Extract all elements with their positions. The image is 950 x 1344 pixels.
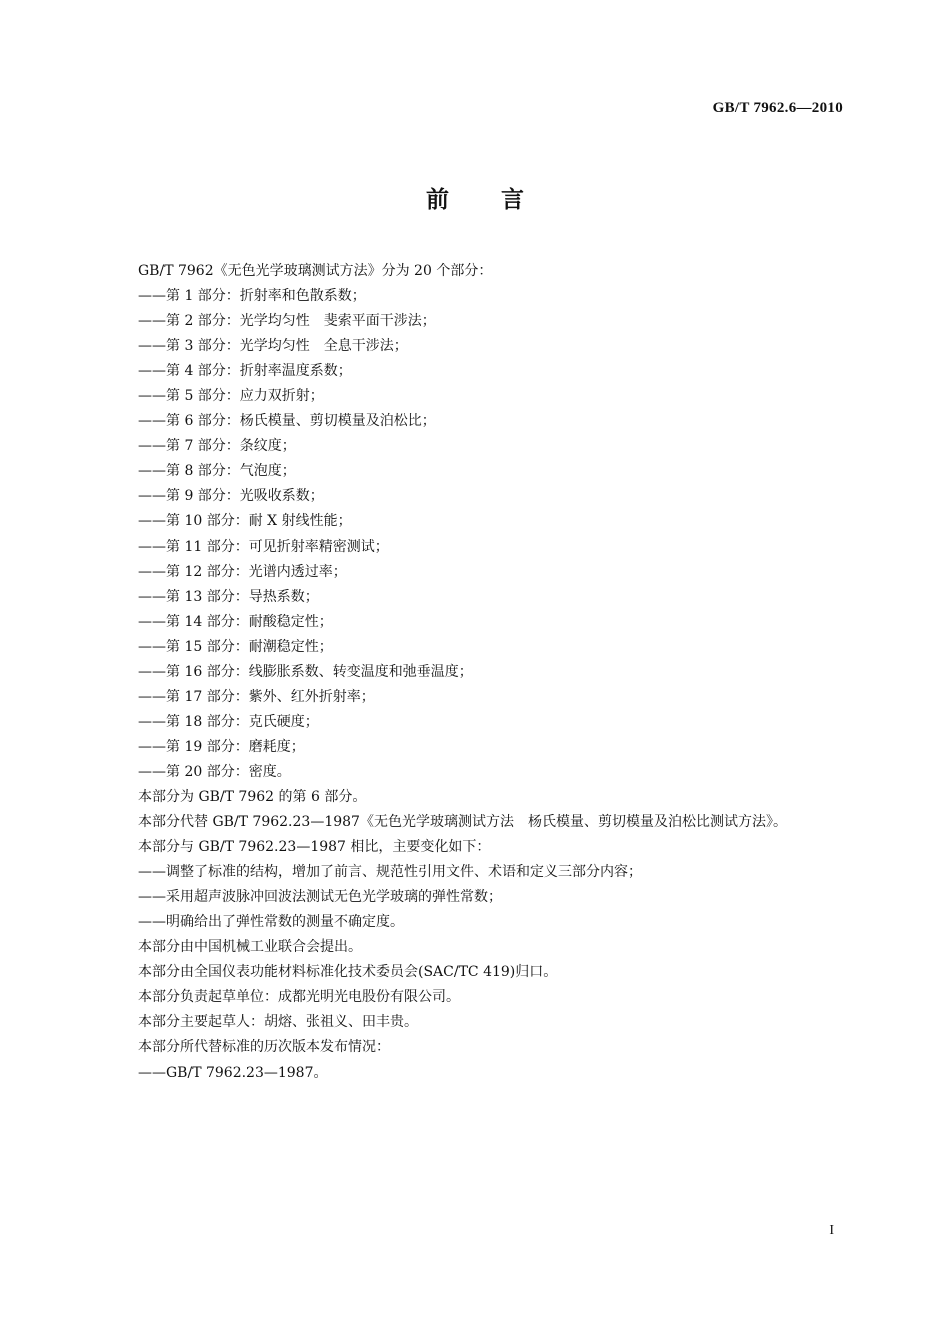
list-item: ——第 11 部分：可见折射率精密测试； — [138, 538, 389, 555]
comparison-intro-paragraph: 本部分与 GB/T 7962.23—1987 相比，主要变化如下： — [138, 839, 491, 856]
list-item: ——第 12 部分：光谱内透过率； — [138, 563, 347, 580]
list-item: ——采用超声波脉冲回波法测试无色光学玻璃的弹性常数； — [138, 889, 502, 906]
this-part-paragraph: 本部分为 GB/T 7962 的第 6 部分。 — [138, 788, 367, 805]
history-list — [108, 1061, 844, 1086]
list-item: ——明确给出了弹性常数的测量不确定度。 — [138, 914, 404, 931]
foreword-body — [108, 259, 844, 1086]
list-item: ——第 19 部分：磨耗度； — [138, 738, 305, 755]
proposed-by-paragraph: 本部分由中国机械工业联合会提出。 — [138, 939, 362, 956]
intro-paragraph: GB/T 7962《无色光学玻璃测试方法》分为 20 个部分： — [138, 263, 493, 279]
drafting-unit-paragraph: 本部分负责起草单位：成都光明光电股份有限公司。 — [138, 989, 460, 1006]
list-item: ——第 1 部分：折射率和色散系数； — [138, 288, 366, 305]
page-number: I — [829, 1223, 834, 1238]
parts-list — [108, 284, 844, 785]
list-item: ——第 17 部分：紫外、红外折射率； — [138, 688, 375, 705]
list-item: ——调整了标准的结构，增加了前言、规范性引用文件、术语和定义三部分内容； — [138, 864, 642, 881]
list-item: ——第 14 部分：耐酸稳定性； — [138, 613, 333, 630]
drafters-paragraph: 本部分主要起草人：胡熔、张祖义、田丰贵。 — [138, 1014, 418, 1031]
list-item: ——第 7 部分：条纹度； — [138, 438, 296, 455]
replaces-paragraph: 本部分代替 GB/T 7962.23—1987《无色光学玻璃测试方法 杨氏模量、剪切模量及泊松比测试方法》。 — [138, 814, 787, 831]
list-item: ——第 15 部分：耐潮稳定性； — [138, 638, 333, 655]
list-item: ——第 3 部分：光学均匀性 全息干涉法； — [138, 338, 408, 355]
list-item: ——第 2 部分：光学均匀性 斐索平面干涉法； — [138, 313, 436, 330]
history-intro-paragraph: 本部分所代替标准的历次版本发布情况： — [138, 1039, 390, 1056]
page-title: 前言 — [426, 187, 576, 213]
list-item: ——第 18 部分：克氏硬度； — [138, 713, 319, 730]
list-item: ——第 8 部分：气泡度； — [138, 463, 296, 480]
list-item: ——GB/T 7962.23—1987。 — [138, 1064, 328, 1081]
list-item: ——第 4 部分：折射率温度系数； — [138, 363, 352, 380]
list-item: ——第 10 部分：耐 X 射线性能； — [138, 513, 352, 530]
list-item: ——第 16 部分：线膨胀系数、转变温度和弛垂温度； — [138, 663, 473, 680]
list-item: ——第 13 部分：导热系数； — [138, 588, 319, 605]
standard-code: GB/T 7962.6—2010 — [712, 100, 843, 116]
list-item: ——第 9 部分：光吸收系数； — [138, 488, 324, 505]
changes-list — [108, 860, 844, 935]
managed-by-paragraph: 本部分由全国仪表功能材料标准化技术委员会(SAC/TC 419)归口。 — [138, 964, 558, 981]
list-item: ——第 6 部分：杨氏模量、剪切模量及泊松比； — [138, 413, 436, 430]
list-item: ——第 20 部分：密度。 — [138, 763, 291, 780]
list-item: ——第 5 部分：应力双折射； — [138, 388, 324, 405]
